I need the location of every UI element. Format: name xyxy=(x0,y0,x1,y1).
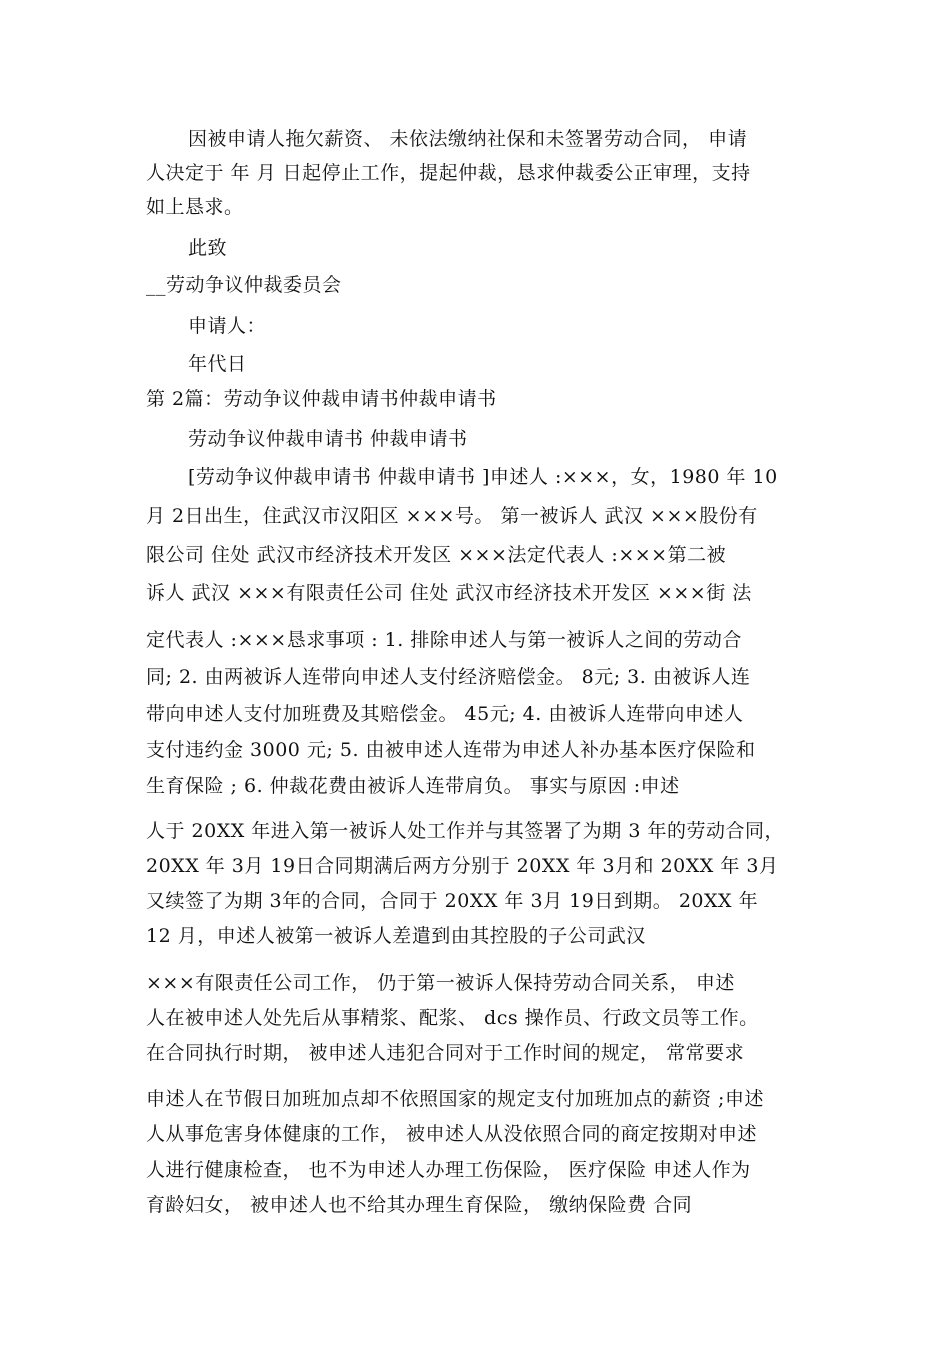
paragraph-line: 支付违约金 3000 元; 5. 由被申述人连带为申述人补办基本医疗保险和 xyxy=(146,739,756,761)
paragraph-line: 限公司 住处 武汉市经济技术开发区 ×××法定代表人 :×××第二被 xyxy=(146,544,727,566)
paragraph-line: 诉人 武汉 ×××有限责任公司 住处 武汉市经济技术开发区 ×××街 法 xyxy=(146,582,752,604)
section-heading: 第 2篇：劳动争议仲裁申请书仲裁申请书 xyxy=(146,388,497,410)
paragraph-line: 人于 20XX 年进入第一被诉人处工作并与其签署了为期 3 年的劳动合同， xyxy=(146,820,784,842)
paragraph-line: 人从事危害身体健康的工作， 被申述人从没依照合同的商定按期对申述 xyxy=(146,1123,758,1145)
paragraph-line: 人进行健康检查， 也不为申述人办理工伤保险， 医疗保险 申述人作为 xyxy=(146,1159,751,1181)
paragraph-line: 人决定于 年 月 日起停止工作，提起仲裁，恳求仲裁委公正审理，支持 xyxy=(146,162,751,184)
paragraph-line: 育龄妇女， 被申述人也不给其办理生育保险， 缴纳保险费 合同 xyxy=(146,1194,693,1216)
paragraph-line: 同; 2. 由两被诉人连带向申述人支付经济赔偿金。 8元; 3. 由被诉人连 xyxy=(146,666,751,688)
document-title: 劳动争议仲裁申请书 仲裁申请书 xyxy=(188,428,468,450)
paragraph-line: 人在被申述人处先后从事精浆、配浆、 dcs 操作员、行政文员等工作。 xyxy=(146,1007,759,1029)
paragraph-line: [劳动争议仲裁申请书 仲裁申请书 ]申述人 :×××，女，1980 年 10 xyxy=(188,466,778,488)
paragraph-line: 因被申请人拖欠薪资、 未依法缴纳社保和未签署劳动合同， 申请 xyxy=(188,128,748,150)
recipient-committee: __劳动争议仲裁委员会 xyxy=(146,274,342,296)
salutation: 此致 xyxy=(188,237,228,259)
paragraph-line: ×××有限责任公司工作， 仍于第一被诉人保持劳动合同关系， 申述 xyxy=(146,972,735,994)
paragraph-line: 月 2日出生，住武汉市汉阳区 ×××号。 第一被诉人 武汉 ×××股份有 xyxy=(146,505,758,527)
paragraph-line: 生育保险 ; 6. 仲裁花费由被诉人连带肩负。 事实与原因 :申述 xyxy=(146,775,680,797)
paragraph-line: 在合同执行时期， 被申述人违犯合同对于工作时间的规定， 常常要求 xyxy=(146,1042,745,1064)
paragraph-line: 又续签了为期 3年的合同，合同于 20XX 年 3月 19日到期。 20XX 年 xyxy=(146,890,759,912)
paragraph-line: 20XX 年 3月 19日合同期满后两方分别于 20XX 年 3月和 20XX 年 3月 xyxy=(146,855,779,877)
date-label: 年代日 xyxy=(188,353,247,375)
paragraph-line: 如上恳求。 xyxy=(146,196,244,218)
paragraph-line: 定代表人 :×××恳求事项 : 1. 排除申述人与第一被诉人之间的劳动合 xyxy=(146,629,742,651)
paragraph-line: 带向申述人支付加班费及其赔偿金。 45元; 4. 由被诉人连带向申述人 xyxy=(146,703,744,725)
paragraph-line: 12 月，申述人被第一被诉人差遣到由其控股的子公司武汉 xyxy=(146,925,646,947)
paragraph-line: 申述人在节假日加班加点却不依照国家的规定支付加班加点的薪资 ;申述 xyxy=(146,1088,764,1110)
applicant-label: 申请人： xyxy=(188,315,267,337)
